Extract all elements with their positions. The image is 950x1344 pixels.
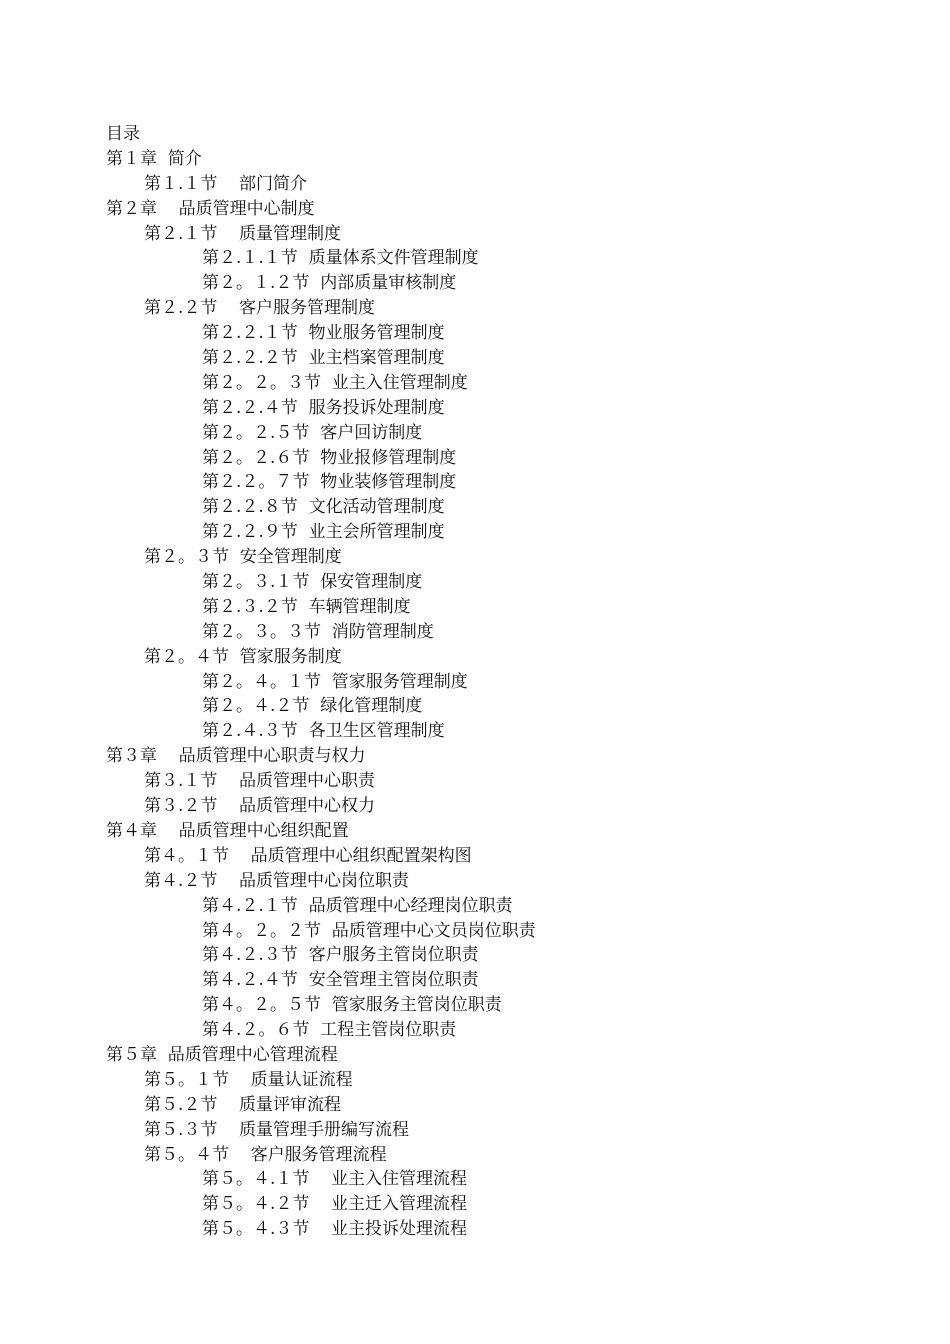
toc-subsection-entry[interactable]: 第５。４.３节 业主投诉处理流程 bbox=[202, 1219, 468, 1240]
toc-section-entry[interactable]: 第５.２节 质量评审流程 bbox=[144, 1094, 342, 1115]
toc-subsection-entry[interactable]: 第２。３.１节 保安管理制度 bbox=[202, 572, 423, 593]
toc-subsection-entry[interactable]: 第２.２.８节 文化活动管理制度 bbox=[202, 497, 445, 518]
toc-chapter-entry[interactable]: 第４章 品质管理中心组织配置 bbox=[106, 820, 349, 841]
toc-title: 目录 bbox=[106, 124, 140, 144]
toc-section-entry[interactable]: 第３.２节 品质管理中心权力 bbox=[144, 796, 376, 817]
toc-section-entry[interactable]: 第５。１节 质量认证流程 bbox=[144, 1069, 353, 1090]
toc-subsection-entry[interactable]: 第２.２。７节 物业装修管理制度 bbox=[202, 472, 457, 493]
toc-entries bbox=[106, 147, 536, 1242]
toc-chapter-entry[interactable]: 第２章 品质管理中心制度 bbox=[106, 198, 315, 219]
table-of-contents bbox=[106, 122, 536, 1242]
toc-subsection-entry[interactable]: 第５。４.１节 业主入住管理流程 bbox=[202, 1169, 468, 1190]
toc-subsection-entry[interactable]: 第２.２.４节 服务投诉处理制度 bbox=[202, 397, 445, 418]
toc-subsection-entry[interactable]: 第４.２.４节 安全管理主管岗位职责 bbox=[202, 970, 479, 991]
toc-section-entry[interactable]: 第２。３节 安全管理制度 bbox=[144, 547, 342, 568]
toc-subsection-entry[interactable]: 第２。２。３节 业主入住管理制度 bbox=[202, 372, 468, 393]
toc-section-entry[interactable]: 第２.２节 客户服务管理制度 bbox=[144, 298, 376, 319]
toc-subsection-entry[interactable]: 第２。２.６节 物业报修管理制度 bbox=[202, 447, 457, 468]
toc-subsection-entry[interactable]: 第２。３。３节 消防管理制度 bbox=[202, 621, 434, 642]
toc-section-entry[interactable]: 第３.１节 品质管理中心职责 bbox=[144, 771, 376, 792]
toc-section-entry[interactable]: 第５。４节 客户服务管理流程 bbox=[144, 1144, 387, 1165]
toc-subsection-entry[interactable]: 第２。４.２节 绿化管理制度 bbox=[202, 696, 423, 717]
toc-section-entry[interactable]: 第２。４节 管家服务制度 bbox=[144, 646, 342, 667]
toc-subsection-entry[interactable]: 第４.２。６节 工程主管岗位职责 bbox=[202, 1020, 457, 1041]
toc-section-entry[interactable]: 第４.２节 品质管理中心岗位职责 bbox=[144, 870, 410, 891]
toc-subsection-entry[interactable]: 第２.２.１节 物业服务管理制度 bbox=[202, 323, 445, 344]
toc-section-entry[interactable]: 第１.１节 部门简介 bbox=[144, 173, 308, 194]
toc-chapter-entry[interactable]: 第３章 品质管理中心职责与权力 bbox=[106, 746, 366, 767]
toc-subsection-entry[interactable]: 第２。４。１节 管家服务管理制度 bbox=[202, 671, 468, 692]
toc-chapter-entry[interactable]: 第５章 品质管理中心管理流程 bbox=[106, 1044, 338, 1065]
toc-subsection-entry[interactable]: 第５。４.２节 业主迁入管理流程 bbox=[202, 1194, 468, 1215]
toc-section-entry[interactable]: 第４。１节 品质管理中心组织配置架构图 bbox=[144, 845, 472, 866]
toc-section-entry[interactable]: 第２.１节 质量管理制度 bbox=[144, 223, 342, 244]
toc-subsection-entry[interactable]: 第４。２。２节 品质管理中心文员岗位职责 bbox=[202, 920, 536, 941]
toc-subsection-entry[interactable]: 第２.３.２节 车辆管理制度 bbox=[202, 596, 411, 617]
toc-subsection-entry[interactable]: 第４.２.１节 品质管理中心经理岗位职责 bbox=[202, 895, 513, 916]
toc-subsection-entry[interactable]: 第２。２.５节 客户回访制度 bbox=[202, 422, 423, 443]
toc-subsection-entry[interactable]: 第２.４.３节 各卫生区管理制度 bbox=[202, 721, 445, 742]
toc-subsection-entry[interactable]: 第４。２。５节 管家服务主管岗位职责 bbox=[202, 995, 502, 1016]
toc-subsection-entry[interactable]: 第４.２.３节 客户服务主管岗位职责 bbox=[202, 945, 479, 966]
toc-subsection-entry[interactable]: 第２.２.２节 业主档案管理制度 bbox=[202, 348, 445, 369]
toc-chapter-entry[interactable]: 第１章 简介 bbox=[106, 148, 202, 169]
toc-section-entry[interactable]: 第５.３节 质量管理手册编写流程 bbox=[144, 1119, 410, 1140]
toc-subsection-entry[interactable]: 第２。１.２节 内部质量审核制度 bbox=[202, 273, 457, 294]
toc-subsection-entry[interactable]: 第２.２.９节 业主会所管理制度 bbox=[202, 522, 445, 543]
toc-subsection-entry[interactable]: 第２.１.１节 质量体系文件管理制度 bbox=[202, 248, 479, 269]
